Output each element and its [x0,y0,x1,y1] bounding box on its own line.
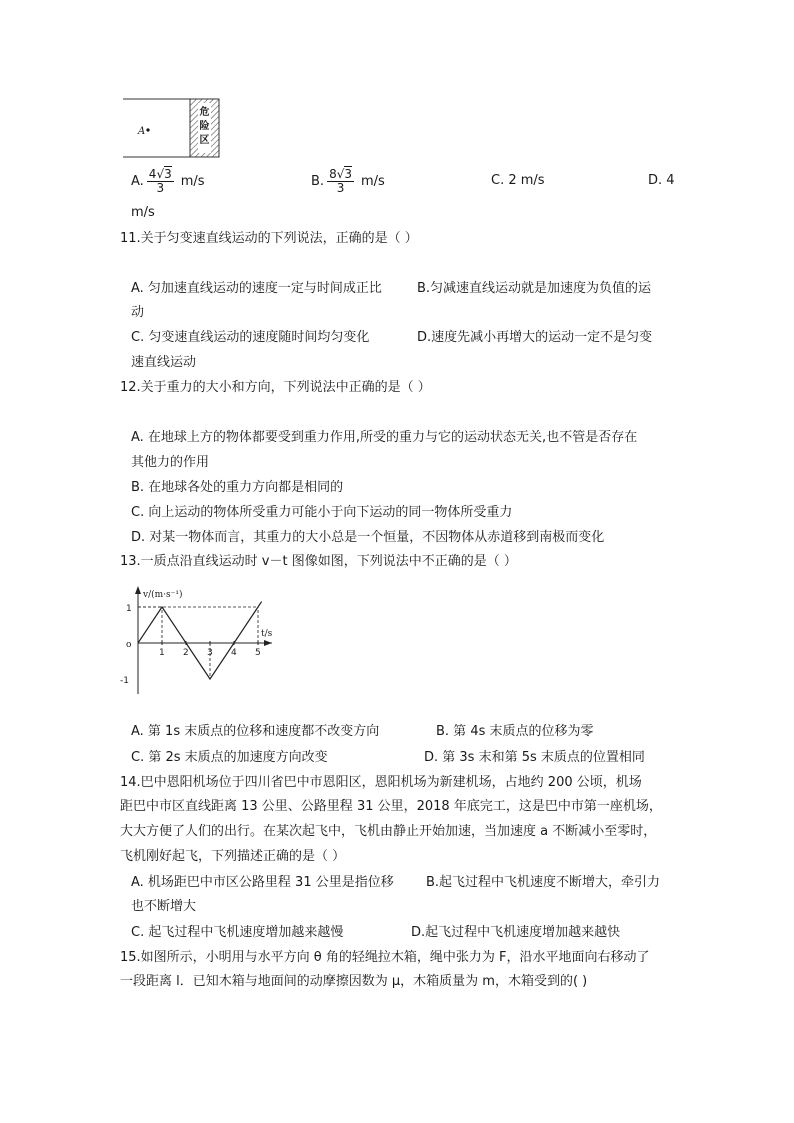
q10-option-a-rad: 3 [164,166,172,181]
q10-option-b [311,164,385,198]
q14-option-b-line1: B.起飞过程中飞机速度不断增大，牵引力 [426,875,661,890]
q12-option-d: D. 对某一物体而言，其重力的大小总是一个恒量，不因物体从赤道移到南极而变化 [131,530,605,545]
q10-option-b-label: B. [311,173,325,189]
q10-option-a [131,164,205,198]
q13-option-c: C. 第 2s 末质点的加速度方向改变 [131,750,328,765]
q12-stem: 12.关于重力的大小和方向，下列说法中正确的是（ ） [120,380,431,395]
q12-option-c: C. 向上运动的物体所受重力可能小于向下运动的同一物体所受重力 [131,505,513,520]
q14-stem-line3: 大大方便了人们的出行。在某次起飞中，飞机由静止开始加速，当加速度 a 不断减小至零时， [120,824,657,839]
q14-option-a: A. 机场距巴中市区公路里程 31 公里是指位移 [131,875,394,890]
q10-option-b-fraction: $\frac{8√3}{3}$ [329,166,352,195]
q14-option-c: C. 起飞过程中飞机速度增加越来越慢 [131,925,344,940]
q14-option-d: D.起飞过程中飞机速度增加越来越快 [411,925,621,940]
q10-option-a-label: A. [131,173,144,189]
vt-chart-ytick-label--1: -1 [120,676,129,686]
q10-option-b-den: 3 [336,180,345,195]
q10-option-d-unit: m/s [131,205,155,220]
vt-chart-xtick-label-1: 1 [159,648,165,658]
vt-chart-ytick-label-1: 1 [126,604,132,614]
vt-chart-xtick-label-4: 4 [231,648,237,658]
q10-option-c: C. 2 m/s [491,173,545,188]
q14-stem-line4: 飞机刚好起飞，下列描述正确的是（ ） [120,849,346,864]
q13-stem: 13.一质点沿直线运动时 v－t 图像如图，下列说法中不正确的是（ ） [120,554,517,569]
q11-option-c: C. 匀变速直线运动的速度随时间均匀变化 [131,330,370,345]
q11-option-d-line2: 速直线运动 [131,355,197,370]
q12-option-a-line2: 其他力的作用 [131,455,210,470]
danger-zone-label: 危险区 [199,107,210,146]
q11-option-d-line1: D.速度先减小再增大的运动一定不是匀变 [417,330,653,345]
vt-chart-y-arrow [135,586,141,594]
q10-option-a-fraction: $\frac{4√3}{3}$ [148,166,172,195]
q10-option-b-rad: 3 [344,166,352,181]
vt-chart-xtick-label-2: 2 [183,648,189,658]
q13-option-a: A. 第 1s 末质点的位移和速度都不改变方向 [131,724,380,739]
q10-option-b-coef: 8 [329,166,337,181]
point-a-label: A [138,126,146,137]
q12-option-b: B. 在地球各处的重力方向都是相同的 [131,480,344,495]
vt-chart-xtick-label-5: 5 [255,648,261,658]
q15-stem-line2: 一段距离 l．已知木箱与地面间的动摩擦因数为 μ，木箱质量为 m，木箱受到的( ) [120,974,588,989]
q11-option-b-line2: 动 [131,305,145,320]
vt-chart-series-extension [258,602,262,607]
q10-option-a-unit: m/s [180,173,205,189]
vt-chart-ylabel: v/(m·s⁻¹) [143,590,183,600]
q11-stem: 11.关于匀变速直线运动的下列说法，正确的是（ ） [120,231,418,246]
q14-option-b-line2: 也不断增大 [131,899,197,914]
q10-option-a-den: 3 [156,180,165,195]
q11-option-a: A. 匀加速直线运动的速度一定与时间成正比 [131,281,382,296]
point-a-dot [146,128,149,131]
q13-option-d: D. 第 3s 末和第 5s 末质点的位置相同 [424,750,645,765]
danger-zone-figure [120,96,230,160]
q15-stem-line1: 15.如图所示，小明用与水平方向 θ 角的轻绳拉木箱，绳中张力为 F，沿水平地面向右移动了 [120,950,650,965]
vt-chart-xlabel: t/s [261,629,273,639]
vt-chart [112,582,282,702]
q12-option-a-line1: A. 在地球上方的物体都要受到重力作用,所受的重力与它的运动状态无关,也不管是否存在 [131,430,638,445]
q10-option-a-coef: 4 [148,166,157,181]
q14-stem-line2: 距巴中市区直线距离 13 公里、公路里程 31 公里，2018 年底完工，这是巴中市第一座机场， [120,799,662,814]
q10-option-d: D. 4 [648,173,675,188]
q13-option-b: B. 第 4s 末质点的位移为零 [436,724,594,739]
q14-stem-line1: 14.巴中恩阳机场位于四川省巴中市恩阳区，恩阳机场为新建机场，占地约 200 公顷，机场 [120,775,642,790]
vt-chart-x-arrow [264,640,272,646]
q10-option-b-unit: m/s [361,173,385,189]
vt-chart-xtick-label-3: 3 [207,648,213,658]
q11-option-b-line1: B.匀减速直线运动就是加速度为负值的运 [417,281,652,296]
vt-chart-origin: o [126,640,132,650]
